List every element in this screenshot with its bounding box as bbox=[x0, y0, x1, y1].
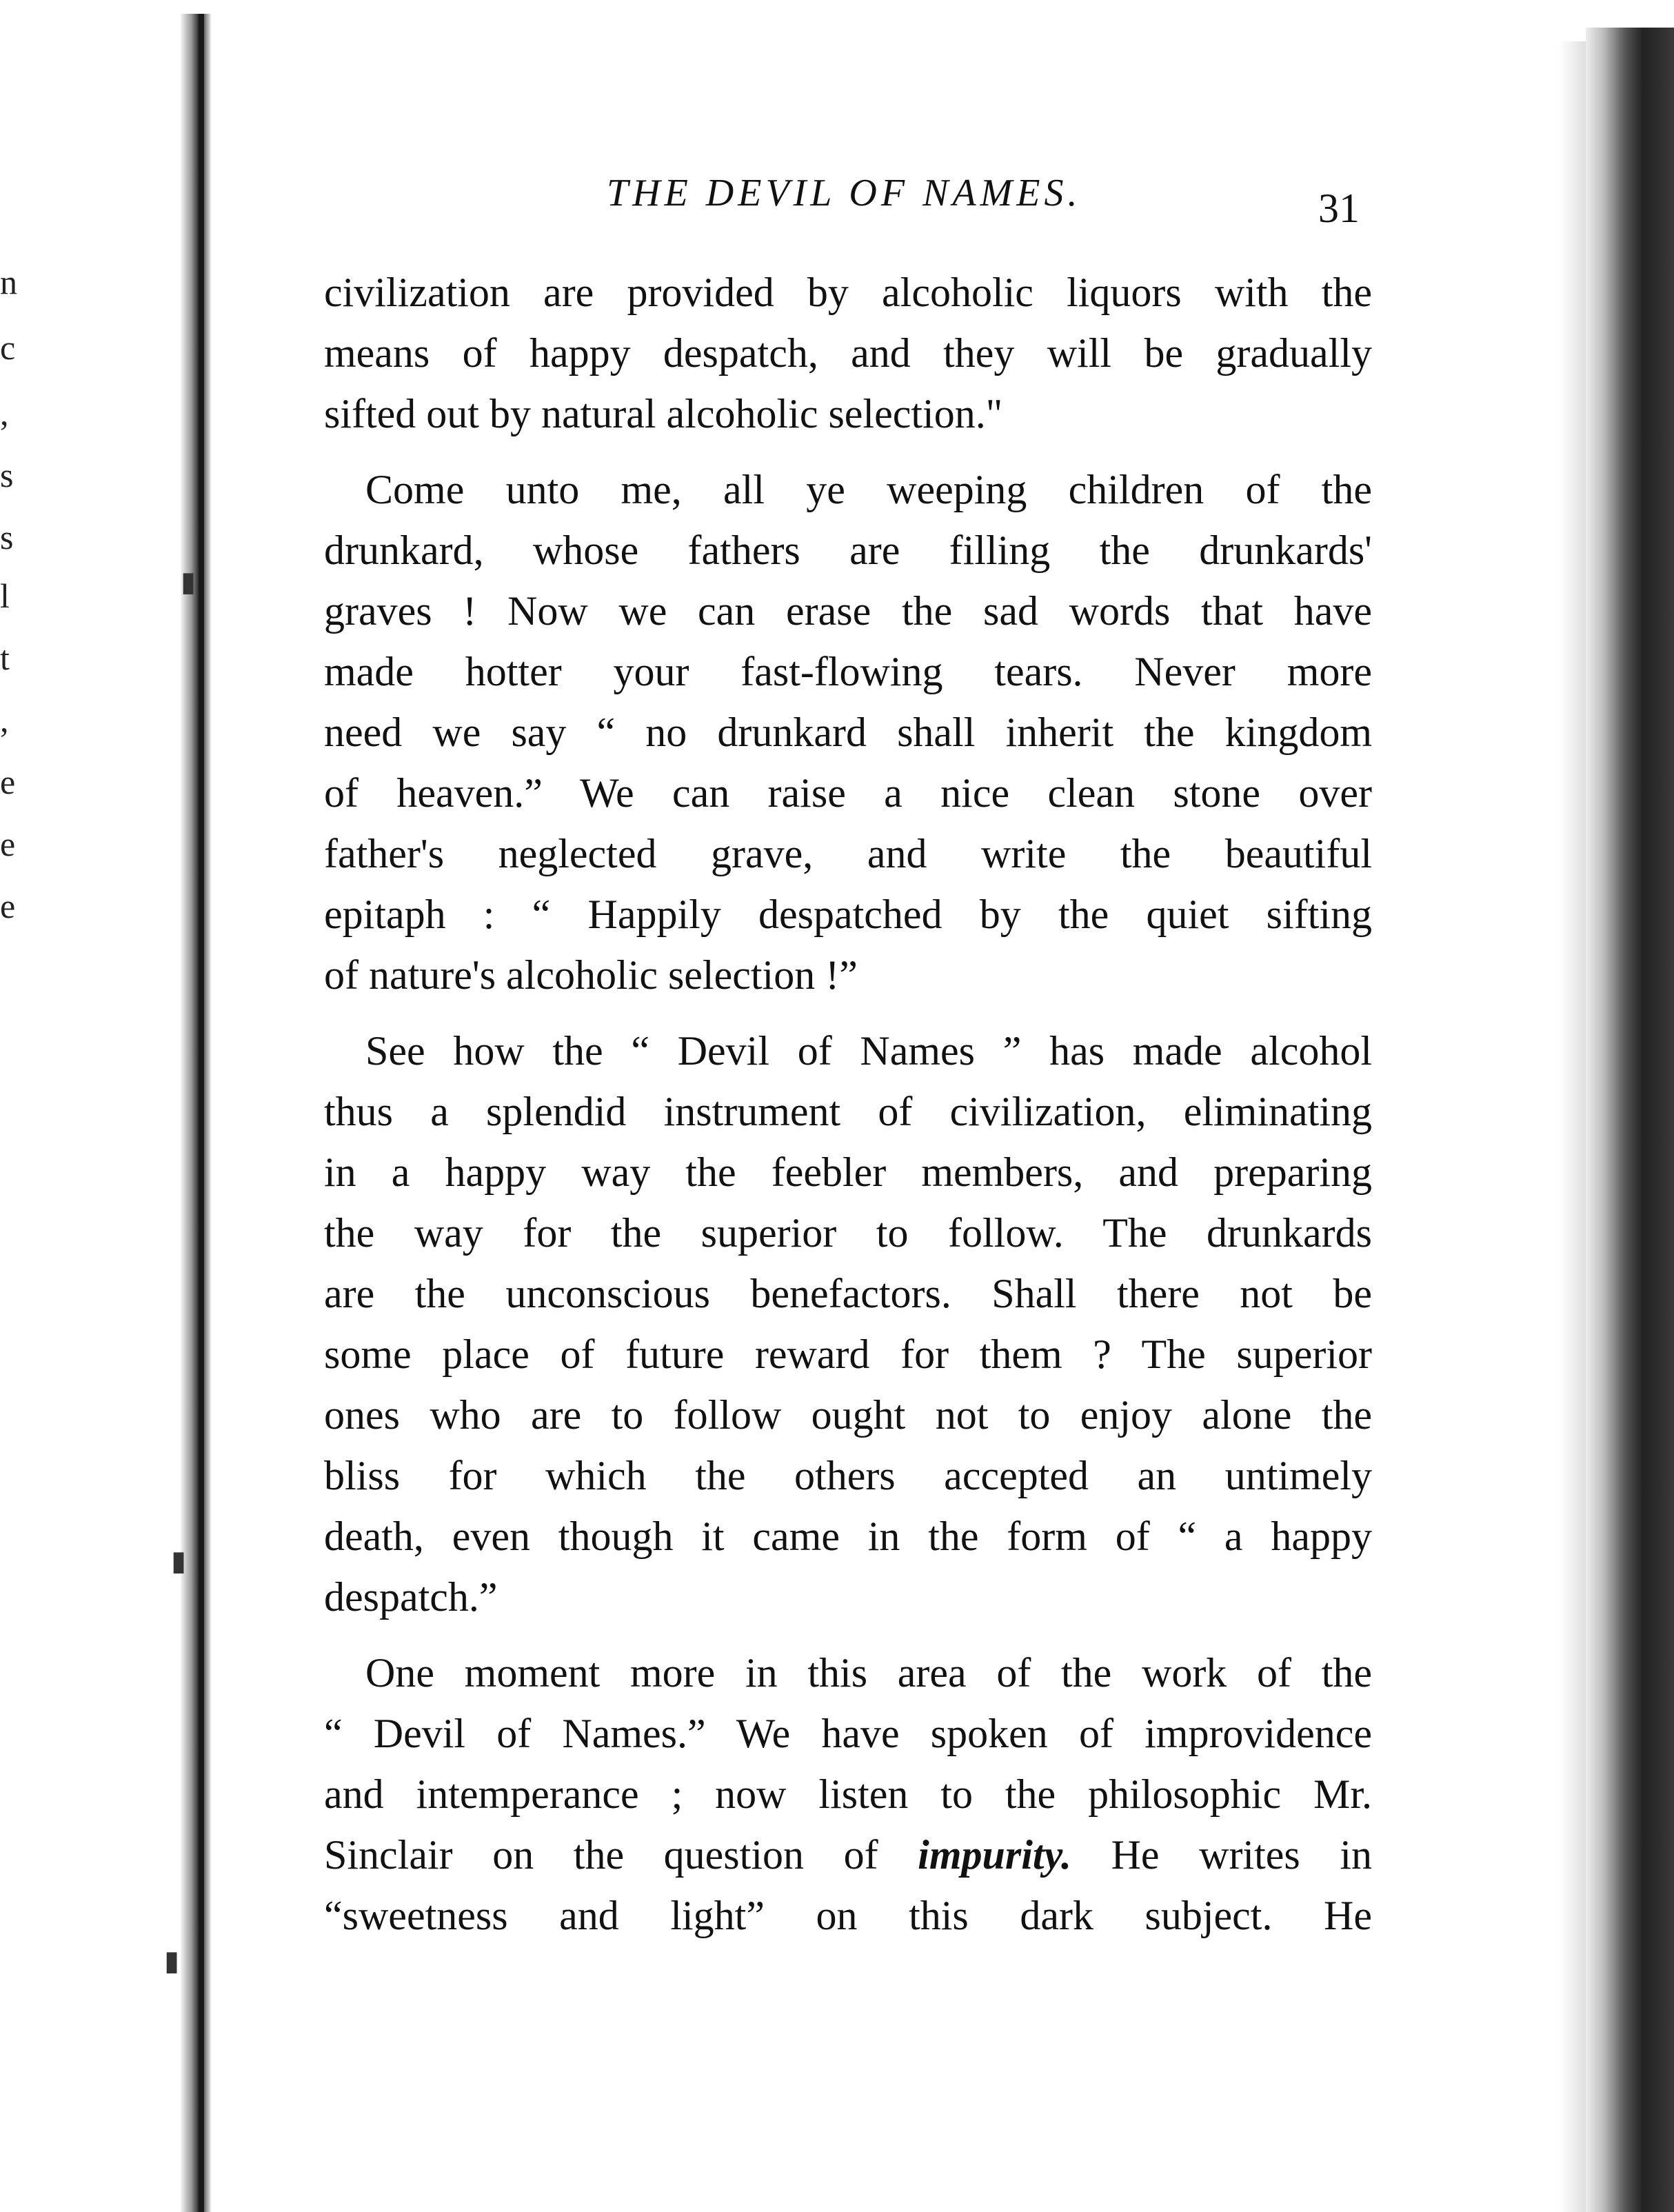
text-line: epitaph : “ Happily despatched by the quiet sifting bbox=[324, 892, 1372, 937]
text-line: made hotter your fast-flowing tears. Never more bbox=[324, 649, 1372, 694]
running-head: THE DEVIL OF NAMES. bbox=[607, 172, 1082, 214]
page-edge-shade bbox=[1560, 41, 1587, 2212]
left-page-fragment: s bbox=[0, 518, 14, 556]
left-page-fragment: , bbox=[0, 701, 9, 739]
text-segment: He writes in bbox=[1071, 1832, 1373, 1878]
text-line: in a happy way the feebler members, and preparing bbox=[324, 1149, 1372, 1195]
left-page-fragment: e bbox=[0, 825, 16, 863]
text-line: and intemperance ; now listen to the philosophic Mr. bbox=[324, 1771, 1372, 1817]
text-segment: Sinclair on the question of bbox=[324, 1832, 878, 1878]
text-line: drunkard, whose fathers are filling the drunkards' bbox=[324, 527, 1372, 573]
text-line: need we say “ no drunkard shall inherit the kingdom bbox=[324, 710, 1372, 755]
text-line: ones who are to follow ought not to enjoy alone the bbox=[324, 1392, 1372, 1438]
text-line: are the unconscious benefactors. Shall there not be bbox=[324, 1271, 1372, 1316]
text-line: graves ! Now we can erase the sad words that have bbox=[324, 588, 1372, 634]
text-line: death, even though it came in the form of “ a happy bbox=[324, 1514, 1372, 1559]
left-page-fragment: e bbox=[0, 763, 16, 801]
text-line: of heaven.” We can raise a nice clean stone over bbox=[324, 770, 1372, 816]
speck-mark: ▮ bbox=[181, 566, 196, 597]
text-line: Come unto me, all ye weeping children of the bbox=[365, 467, 1372, 512]
text-line: “ Devil of Names.” We have spoken of improvidence bbox=[324, 1711, 1372, 1756]
left-page-fragment: l bbox=[0, 576, 10, 615]
text-line: means of happy despatch, and they will be gradually bbox=[324, 330, 1372, 376]
text-line: bliss for which the others accepted an untimely bbox=[324, 1453, 1372, 1498]
speck-mark: ▮ bbox=[171, 1545, 187, 1576]
text-line: the way for the superior to follow. The drunkards bbox=[324, 1210, 1372, 1256]
left-page-fragment: e bbox=[0, 887, 16, 925]
left-page-fragment: s bbox=[0, 456, 14, 494]
text-line: father's neglected grave, and write the beautiful bbox=[324, 831, 1372, 876]
text-line: some place of future reward for them ? The superior bbox=[324, 1331, 1372, 1377]
book-gutter-shadow bbox=[181, 14, 211, 2212]
book-gutter-line bbox=[199, 14, 204, 2212]
left-page-fragment: , bbox=[0, 394, 9, 432]
left-page-fragment: n bbox=[0, 263, 17, 301]
speck-mark: ▮ bbox=[164, 1945, 180, 1976]
text-line: One moment more in this area of the work of the bbox=[365, 1650, 1372, 1696]
text-line-with-italic bbox=[324, 1824, 1372, 1885]
left-page-fragment: c bbox=[0, 328, 16, 367]
text-line: sifted out by natural alcoholic selection." bbox=[324, 391, 1003, 436]
italic-word: impurity. bbox=[918, 1832, 1071, 1878]
text-line: despatch.” bbox=[324, 1574, 498, 1620]
text-line: of nature's alcoholic selection !” bbox=[324, 952, 858, 998]
text-line: See how the “ Devil of Names ” has made alcohol bbox=[365, 1028, 1372, 1074]
page-number: 31 bbox=[1318, 185, 1360, 231]
left-page-fragment: t bbox=[0, 639, 10, 677]
body-text bbox=[324, 262, 1372, 1946]
book-right-edge bbox=[1586, 28, 1674, 2212]
text-line: “sweetness and light” on this dark subject. He bbox=[324, 1893, 1372, 1938]
text-line: civilization are provided by alcoholic liquors with the bbox=[324, 270, 1372, 315]
text-line: thus a splendid instrument of civilization, eliminating bbox=[324, 1089, 1372, 1134]
